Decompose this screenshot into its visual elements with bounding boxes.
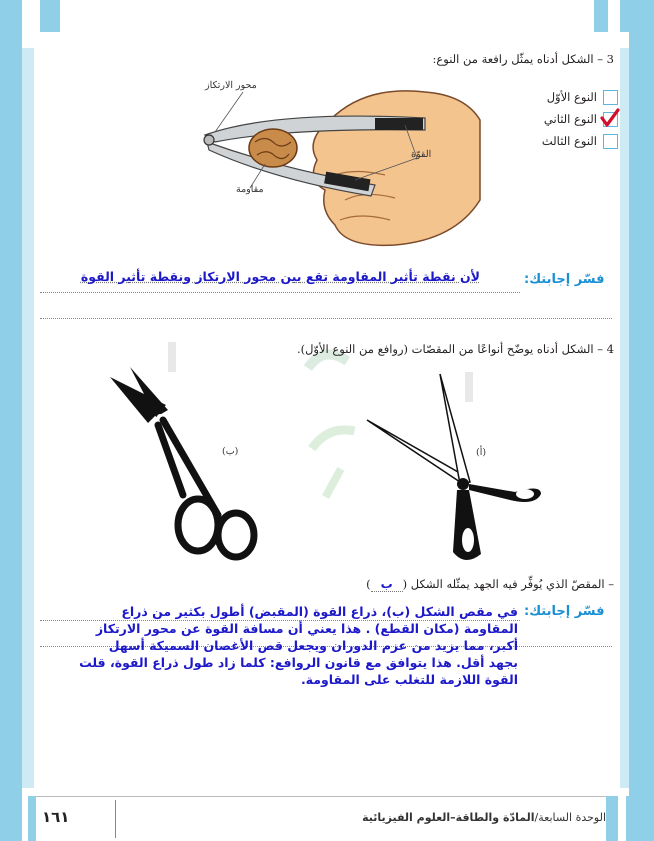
top-border — [0, 0, 654, 32]
option-label: النوع الثالث — [541, 134, 597, 148]
option-label: النوع الأوّل — [546, 90, 597, 104]
scissors-b-image — [108, 365, 268, 565]
option-row[interactable] — [508, 130, 618, 152]
answer-line — [40, 292, 520, 293]
unit-title — [362, 811, 606, 824]
q3-explain-label: فسّر إجابتك: — [524, 272, 605, 287]
unit-name: المادّة والطاقة–العلوم الفيزيائية — [362, 811, 535, 824]
checkbox-type-1[interactable] — [603, 90, 618, 105]
checkbox-type-3[interactable] — [603, 134, 618, 149]
footer-divider — [36, 796, 606, 797]
q4-blank-answer[interactable]: ب — [371, 577, 403, 592]
check-mark-icon — [599, 107, 621, 129]
answer-line-text: في مقص الشكل (ب)، ذراع القوة (المقبض) أطول بكثير من ذراع — [121, 604, 518, 619]
option-row[interactable] — [508, 86, 618, 108]
q4-prompt-end: ) — [366, 577, 371, 591]
force-label: القوّة — [411, 149, 432, 160]
label-a: (أ) — [476, 447, 487, 458]
footer-separator — [115, 800, 116, 838]
answer-line-text: المقاومة (مكان القطع) . هذا يعني أن مسافة القوة عن محور الارتكاز — [95, 621, 518, 636]
scissors-b — [108, 365, 268, 565]
right-border-inner — [620, 48, 629, 788]
q4-explain-label: فسّر إجابتك: — [524, 604, 605, 619]
option-row[interactable] — [508, 108, 618, 130]
q4-prompt-row — [366, 577, 614, 592]
scissors-a — [365, 372, 545, 572]
q3-answer[interactable]: لأن نقطة تأثير المقاومة تقع بين محور الارتكاز ونقطة تأثير القوة — [80, 269, 480, 284]
answer-line-text: أكبر، مما يزيد من عزم الدوران ويجعل قص الأغصان السميكة أسهل — [108, 638, 518, 653]
q4-prompt: – المقصّ الذي يُوفِّر فيه الجهد يمثّله الشكل ( — [402, 577, 614, 591]
q4-answer[interactable] — [40, 603, 518, 688]
answer-line-text: القوة اللازمة للتغلب على المقاومة. — [300, 672, 518, 687]
page-number: ١٦١ — [42, 808, 70, 826]
label-b: (ب) — [222, 446, 239, 457]
answer-line — [40, 318, 612, 319]
q3-options — [508, 86, 618, 152]
scissors-a-image — [365, 372, 545, 572]
option-label: النوع الثاني — [543, 112, 597, 126]
answer-line-text: بجهد أقل. هذا يتوافق مع قانون الروافع: كلما زاد طول ذراع القوة، قلت — [79, 655, 518, 670]
left-border — [0, 0, 22, 841]
left-border-inner — [22, 48, 34, 788]
resistance-label: مقاومة — [236, 184, 264, 195]
unit-prefix: الوحدة السابعة/ — [534, 811, 606, 824]
q3-question: 3 – الشكل أدناه يمثّل رافعة من النوع: — [432, 52, 614, 66]
nutcracker-illustration — [195, 80, 485, 250]
fulcrum-label: محور الارتكاز — [205, 80, 257, 91]
right-border — [629, 0, 654, 841]
hand-nutcracker-image — [195, 80, 485, 250]
q4-question: 4 – الشكل أدناه يوضّح أنواعًا من المقصّات (روافع من النوع الأوّل). — [296, 342, 614, 356]
